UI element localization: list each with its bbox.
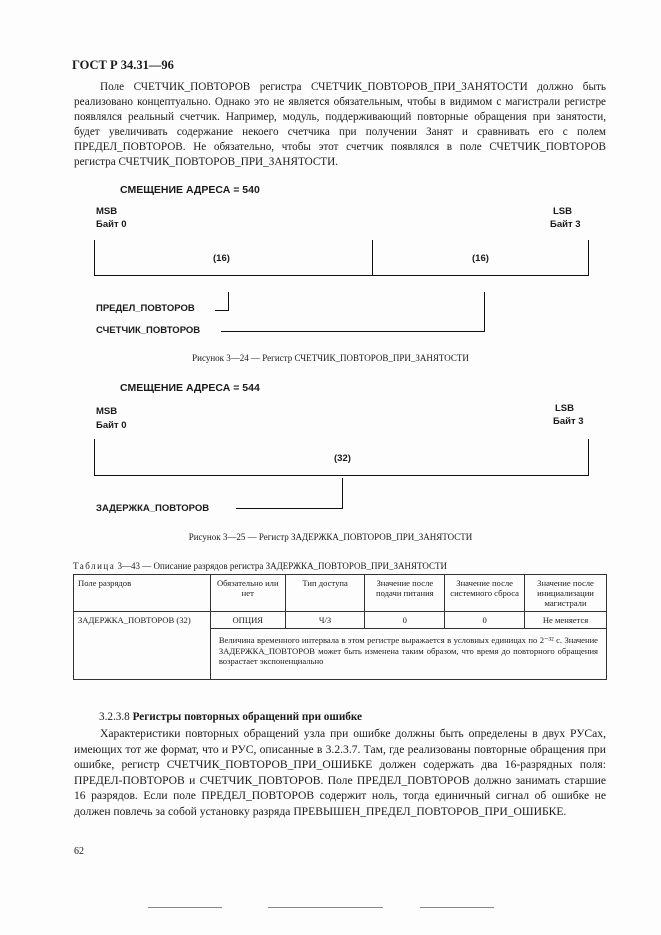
figure1-divider <box>372 240 373 276</box>
figure1-counter-label: СЧЕТЧИК_ПОВТОРОВ <box>96 325 201 336</box>
table-header-row <box>74 575 607 612</box>
section-title: Регистры повторных обращений при ошибке <box>132 711 363 723</box>
figure2-caption: Рисунок 3—25 — Регистр ЗАДЕРЖКА_ПОВТОРОВ_ПРИ_ЗАНЯТОСТИ <box>188 532 473 542</box>
figure1-right-edge <box>588 240 589 276</box>
figure2-right-edge <box>588 439 589 476</box>
table-note: Величина временного интервала в этом регистре выражается в условных единицах по 2⁻³² с. Значение ЗАДЕРЖКА_ПОВТОРОВ может быть изменена таким образом, что время до повторного обращения возрастает экспоненциально <box>210 629 606 680</box>
figure1-byte0: Байт 0 <box>96 219 127 230</box>
section-heading <box>99 711 362 723</box>
figure1-msb: MSB <box>96 206 118 217</box>
table-header-cell: Значение после инициализации магистрали <box>525 575 607 612</box>
bit-description-table <box>73 574 607 680</box>
figure1-caption: Рисунок 3—24 — Регистр СЧЕТЧИК_ПОВТОРОВ_ПРИ_ЗАНЯТОСТИ <box>192 353 469 363</box>
figure2-byte0: Байт 0 <box>96 420 127 431</box>
table-caption-word: Таблица <box>73 561 116 571</box>
figure1-counter-leader-h <box>221 331 485 332</box>
section-number: 3.2.3.8 <box>99 711 130 723</box>
figure1-counter-leader-v <box>484 292 485 332</box>
figure1-byte3: Байт 3 <box>550 219 581 230</box>
figure2-left-edge <box>94 439 95 476</box>
table-caption <box>73 561 447 571</box>
table-cell: Ч/З <box>285 612 365 629</box>
table-header-cell: Поле разрядов <box>74 575 211 612</box>
page-number: 62 <box>74 846 84 857</box>
table-header-cell: Обязательно или нет <box>210 575 285 612</box>
table-cell: 0 <box>365 612 445 629</box>
table-caption-text: 3—43 — Описание разрядов регистра ЗАДЕРЖКА_ПОВТОРОВ_ПРИ_ЗАНЯТОСТИ <box>117 561 447 571</box>
figure1-field-a: (16) <box>213 253 230 264</box>
table-row <box>74 612 607 629</box>
footer-rule <box>268 907 383 908</box>
footer-rule <box>148 907 222 908</box>
table-cell: 0 <box>445 612 525 629</box>
table-header-cell: Тип доступа <box>285 575 365 612</box>
table-cell: ЗАДЕРЖКА_ПОВТОРОВ (32) <box>74 612 211 680</box>
figure1-offset: СМЕЩЕНИЕ АДРЕСА = 540 <box>120 184 260 196</box>
section-body: Характеристики повторных обращений узла при ошибке должны быть определены в двух РУСах, имеющих тот же формат, что и РУС, описанные в 3.2.3.7. Там, где реализованы повторные обращения при ошибке, регистр СЧЕТЧИК_ПОВТОРОВ_ПРИ_ОШИБКЕ должен содержать два 16-разрядных поля: ПРЕДЕЛ-ПОВТОРОВ и СЧЕТЧИК_ПОВТОРОВ. Поле ПРЕДЕЛ_ПОВТОРОВ должно занимать старшие 16 разрядов. Если поле ПРЕДЕЛ_ПОВТОРОВ содержит ноль, тогда единичный сигнал об ошибке не должен повлечь за собой установку разряда ПРЕВЫШЕН_ПРЕДЕЛ_ПОВТОРОВ_ПРИ_ОШИБКЕ. <box>74 727 606 818</box>
figure2-lsb: LSB <box>555 403 574 414</box>
figure2-msb: MSB <box>96 406 118 417</box>
intro-paragraph: Поле СЧЕТЧИК_ПОВТОРОВ регистра СЧЕТЧИК_ПОВТОРОВ_ПРИ_ЗАНЯТОСТИ должно быть реализовано концептуально. Однако это не является обязательным, чтобы в видимом с магистрали регистре появлялся реальный счетчик. Например, модуль, поддерживающий повторные обращения при занятости, будет увеличивать содержание некоего счетчика при получении Занят и сравнивать его с полем ПРЕДЕЛ_ПОВТОРОВ. Не обязательно, чтобы этот счетчик появлялся в поле СЧЕТЧИК_ПОВТОРОВ регистра СЧЕТЧИК_ПОВТОРОВ_ПРИ_ЗАНЯТОСТИ. <box>74 81 606 168</box>
footer-rule <box>420 907 494 908</box>
table-header-cell: Значение после системного сброса <box>445 575 525 612</box>
figure2-delay-leader-h <box>236 508 343 509</box>
table-cell: ОПЦИЯ <box>210 612 285 629</box>
table-header-cell: Значение после подачи питания <box>365 575 445 612</box>
figure1-bottom-line <box>94 275 589 276</box>
figure1-lsb: LSB <box>553 206 572 217</box>
figure2-bottom-line <box>94 475 589 476</box>
figure1-limit-label: ПРЕДЕЛ_ПОВТОРОВ <box>96 303 195 314</box>
figure2-delay-leader-v <box>342 478 343 508</box>
figure1-field-b: (16) <box>472 253 489 264</box>
table-cell: Не меняется <box>525 612 607 629</box>
figure2-field: (32) <box>334 453 351 464</box>
figure2-delay-label: ЗАДЕРЖКА_ПОВТОРОВ <box>96 503 210 514</box>
figure1-limit-leader-h <box>215 310 229 311</box>
figure1-left-edge <box>94 240 95 276</box>
page-header: ГОСТ Р 34.31—96 <box>72 58 174 72</box>
figure2-offset: СМЕЩЕНИЕ АДРЕСА = 544 <box>120 382 260 394</box>
figure2-byte3: Байт 3 <box>553 416 584 427</box>
figure1-limit-leader-v <box>228 292 229 310</box>
